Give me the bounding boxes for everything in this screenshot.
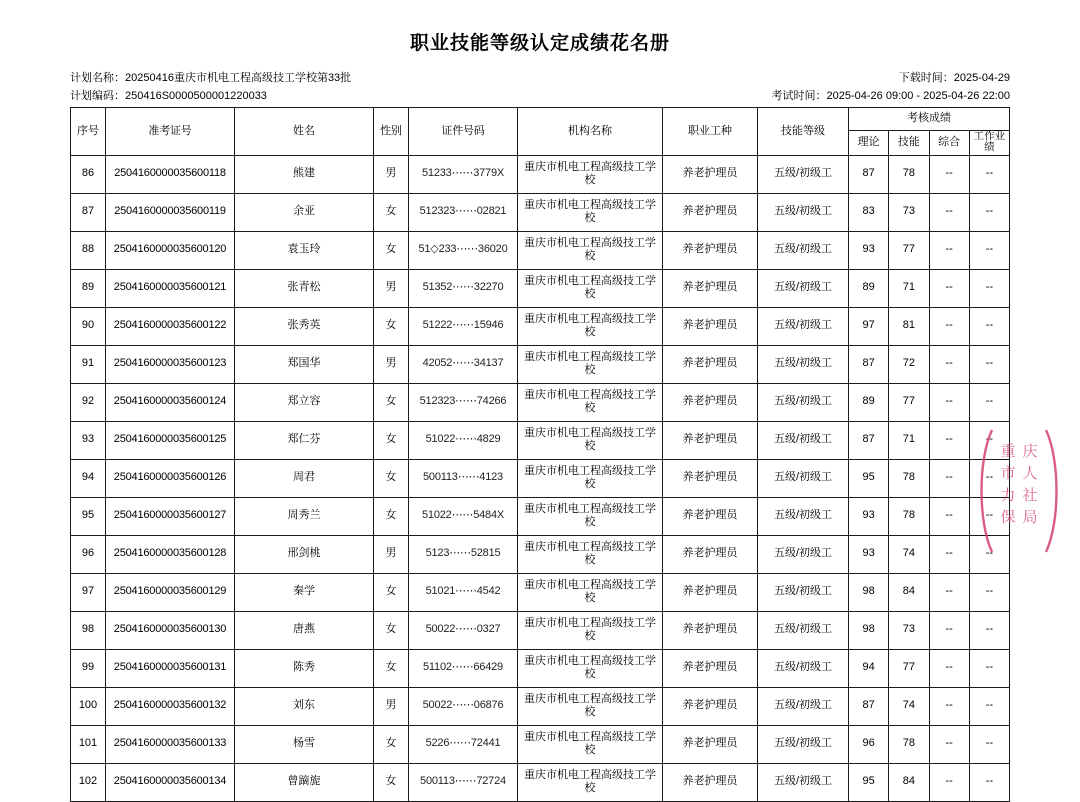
cell-theory-score: 96 <box>849 725 889 763</box>
cell-ticket: 2504160000035600119 <box>106 193 235 231</box>
svg-text:人: 人 <box>1022 466 1038 482</box>
cell-skill-score: 81 <box>889 307 929 345</box>
cell-level: 五级/初级工 <box>758 231 849 269</box>
cell-comprehensive-score: -- <box>929 687 969 725</box>
cell-seq: 102 <box>71 763 106 801</box>
cell-skill-score: 84 <box>889 763 929 801</box>
cell-name: 唐燕 <box>235 611 374 649</box>
col-header-name: 姓名 <box>235 108 374 156</box>
cell-id-number: 42052⋯⋯34137 <box>409 345 518 383</box>
document-page <box>0 28 1080 795</box>
cell-theory-score: 95 <box>849 459 889 497</box>
cell-seq: 100 <box>71 687 106 725</box>
cell-performance-score: -- <box>969 573 1009 611</box>
col-header-ticket: 准考证号 <box>106 108 235 156</box>
cell-id-number: 50022⋯⋯06876 <box>409 687 518 725</box>
cell-id-number: 51222⋯⋯15946 <box>409 307 518 345</box>
exam-time-value: 2025-04-26 09:00 - 2025-04-26 22:00 <box>826 90 1010 102</box>
cell-level: 五级/初级工 <box>758 155 849 193</box>
table-row <box>71 497 1010 535</box>
cell-seq: 95 <box>71 497 106 535</box>
cell-gender: 女 <box>374 725 409 763</box>
cell-org <box>518 345 663 383</box>
cell-performance-score: -- <box>969 307 1009 345</box>
cell-name: 邢剑桃 <box>235 535 374 573</box>
cell-ticket: 2504160000035600134 <box>106 763 235 801</box>
cell-id-number: 500113⋯⋯4123 <box>409 459 518 497</box>
cell-seq: 93 <box>71 421 106 459</box>
cell-gender: 男 <box>374 535 409 573</box>
cell-level: 五级/初级工 <box>758 345 849 383</box>
cell-comprehensive-score: -- <box>929 725 969 763</box>
table-row <box>71 573 1010 611</box>
cell-ticket: 2504160000035600122 <box>106 307 235 345</box>
cell-job: 养老护理员 <box>663 497 758 535</box>
table-row <box>71 269 1010 307</box>
cell-performance-score: -- <box>969 269 1009 307</box>
cell-skill-score: 72 <box>889 345 929 383</box>
cell-org <box>518 649 663 687</box>
col-header-job: 职业工种 <box>663 108 758 156</box>
page-title: 职业技能等级认定成绩花名册 <box>409 33 670 54</box>
cell-job: 养老护理员 <box>663 193 758 231</box>
cell-gender: 女 <box>374 307 409 345</box>
cell-level: 五级/初级工 <box>758 725 849 763</box>
cell-performance-score: -- <box>969 193 1009 231</box>
cell-gender: 男 <box>374 155 409 193</box>
cell-performance-score: -- <box>969 155 1009 193</box>
cell-theory-score: 98 <box>849 611 889 649</box>
cell-job: 养老护理员 <box>663 649 758 687</box>
cell-theory-score: 87 <box>849 155 889 193</box>
cell-skill-score: 84 <box>889 573 929 611</box>
cell-org-text: 重庆市机电工程高级技工学校 <box>524 198 656 225</box>
cell-performance-score: -- <box>969 763 1009 801</box>
cell-performance-score: -- <box>969 687 1009 725</box>
cell-name: 周君 <box>235 459 374 497</box>
col-header-level: 技能等级 <box>758 108 849 156</box>
cell-gender: 男 <box>374 345 409 383</box>
cell-ticket: 2504160000035600123 <box>106 345 235 383</box>
table-row <box>71 535 1010 573</box>
col-header-scores-group: 考核成绩 <box>849 108 1010 131</box>
cell-ticket: 2504160000035600128 <box>106 535 235 573</box>
cell-comprehensive-score: -- <box>929 231 969 269</box>
cell-skill-score: 77 <box>889 383 929 421</box>
cell-performance-score: -- <box>969 535 1009 573</box>
cell-comprehensive-score: -- <box>929 345 969 383</box>
cell-job: 养老护理员 <box>663 725 758 763</box>
cell-performance-score: -- <box>969 497 1009 535</box>
cell-name: 郑立容 <box>235 383 374 421</box>
cell-level: 五级/初级工 <box>758 611 849 649</box>
cell-org-text: 重庆市机电工程高级技工学校 <box>524 274 656 301</box>
cell-level: 五级/初级工 <box>758 687 849 725</box>
svg-text:保: 保 <box>1000 510 1016 526</box>
cell-skill-score: 74 <box>889 535 929 573</box>
cell-level: 五级/初级工 <box>758 307 849 345</box>
cell-ticket: 2504160000035600118 <box>106 155 235 193</box>
cell-comprehensive-score: -- <box>929 459 969 497</box>
cell-job: 养老护理员 <box>663 231 758 269</box>
cell-job: 养老护理员 <box>663 573 758 611</box>
cell-org <box>518 421 663 459</box>
cell-performance-score: -- <box>969 459 1009 497</box>
cell-org-text: 重庆市机电工程高级技工学校 <box>524 502 656 529</box>
cell-org <box>518 193 663 231</box>
table-body <box>71 155 1010 801</box>
cell-performance-score: -- <box>969 649 1009 687</box>
cell-theory-score: 89 <box>849 383 889 421</box>
cell-id-number: 51021⋯⋯4542 <box>409 573 518 611</box>
cell-org <box>518 763 663 801</box>
cell-theory-score: 98 <box>849 573 889 611</box>
cell-theory-score: 93 <box>849 535 889 573</box>
cell-skill-score: 71 <box>889 421 929 459</box>
cell-job: 养老护理员 <box>663 383 758 421</box>
cell-comprehensive-score: -- <box>929 611 969 649</box>
col-header-gender: 性别 <box>374 108 409 156</box>
cell-seq: 86 <box>71 155 106 193</box>
cell-gender: 女 <box>374 649 409 687</box>
col-header-id: 证件号码 <box>409 108 518 156</box>
cell-performance-score: -- <box>969 383 1009 421</box>
cell-skill-score: 73 <box>889 611 929 649</box>
cell-job: 养老护理员 <box>663 611 758 649</box>
cell-id-number: 512323⋯⋯02821 <box>409 193 518 231</box>
cell-gender: 女 <box>374 573 409 611</box>
cell-name: 熊建 <box>235 155 374 193</box>
svg-text:局: 局 <box>1022 510 1038 526</box>
table-row <box>71 649 1010 687</box>
cell-id-number: 50022⋯⋯0327 <box>409 611 518 649</box>
cell-gender: 女 <box>374 421 409 459</box>
exam-time-label: 考试时间： <box>771 90 827 102</box>
plan-name-label: 计划名称： <box>70 72 125 84</box>
cell-job: 养老护理员 <box>663 269 758 307</box>
cell-comprehensive-score: -- <box>929 383 969 421</box>
cell-theory-score: 97 <box>849 307 889 345</box>
cell-comprehensive-score: -- <box>929 535 969 573</box>
exam-time <box>772 87 1010 103</box>
table-row <box>71 193 1010 231</box>
cell-name: 张青松 <box>235 269 374 307</box>
cell-gender: 女 <box>374 383 409 421</box>
cell-level: 五级/初级工 <box>758 459 849 497</box>
cell-gender: 女 <box>374 763 409 801</box>
cell-performance-score: -- <box>969 231 1009 269</box>
cell-ticket: 2504160000035600120 <box>106 231 235 269</box>
cell-org-text: 重庆市机电工程高级技工学校 <box>524 578 656 605</box>
cell-id-number: 5123⋯⋯52815 <box>409 535 518 573</box>
plan-name-value: 20250416重庆市机电工程高级技工学校第33批 <box>125 72 352 84</box>
cell-org-text: 重庆市机电工程高级技工学校 <box>524 540 656 567</box>
cell-job: 养老护理员 <box>663 763 758 801</box>
cell-org <box>518 231 663 269</box>
cell-level: 五级/初级工 <box>758 421 849 459</box>
cell-org <box>518 573 663 611</box>
cell-name: 余亚 <box>235 193 374 231</box>
cell-gender: 男 <box>374 687 409 725</box>
cell-level: 五级/初级工 <box>758 497 849 535</box>
table-row <box>71 459 1010 497</box>
cell-level: 五级/初级工 <box>758 763 849 801</box>
cell-skill-score: 78 <box>889 497 929 535</box>
cell-org <box>518 535 663 573</box>
cell-ticket: 2504160000035600127 <box>106 497 235 535</box>
table-row <box>71 725 1010 763</box>
cell-seq: 90 <box>71 307 106 345</box>
cell-theory-score: 87 <box>849 421 889 459</box>
cell-gender: 女 <box>374 193 409 231</box>
cell-id-number: 51233⋯⋯3779X <box>409 155 518 193</box>
cell-skill-score: 77 <box>889 649 929 687</box>
cell-comprehensive-score: -- <box>929 307 969 345</box>
cell-theory-score: 95 <box>849 763 889 801</box>
roster-table <box>70 107 1010 802</box>
cell-level: 五级/初级工 <box>758 649 849 687</box>
cell-skill-score: 71 <box>889 269 929 307</box>
cell-org <box>518 383 663 421</box>
cell-ticket: 2504160000035600121 <box>106 269 235 307</box>
cell-job: 养老护理员 <box>663 345 758 383</box>
meta-row-1 <box>70 69 1010 85</box>
cell-org-text: 重庆市机电工程高级技工学校 <box>524 730 656 757</box>
col-header-performance <box>969 131 1009 156</box>
cell-id-number: 5226⋯⋯72441 <box>409 725 518 763</box>
plan-name <box>70 69 351 85</box>
cell-skill-score: 78 <box>889 725 929 763</box>
cell-gender: 女 <box>374 459 409 497</box>
cell-comprehensive-score: -- <box>929 193 969 231</box>
cell-ticket: 2504160000035600129 <box>106 573 235 611</box>
cell-comprehensive-score: -- <box>929 649 969 687</box>
cell-org-text: 重庆市机电工程高级技工学校 <box>524 768 656 795</box>
cell-org <box>518 687 663 725</box>
cell-job: 养老护理员 <box>663 459 758 497</box>
cell-theory-score: 87 <box>849 687 889 725</box>
cell-ticket: 2504160000035600126 <box>106 459 235 497</box>
cell-id-number: 51102⋯⋯66429 <box>409 649 518 687</box>
cell-org-text: 重庆市机电工程高级技工学校 <box>524 312 656 339</box>
plan-code <box>70 87 267 103</box>
cell-gender: 女 <box>374 231 409 269</box>
cell-theory-score: 94 <box>849 649 889 687</box>
cell-skill-score: 73 <box>889 193 929 231</box>
cell-name: 周秀兰 <box>235 497 374 535</box>
cell-name: 郑国华 <box>235 345 374 383</box>
table-row <box>71 763 1010 801</box>
table-row <box>71 345 1010 383</box>
cell-id-number: 51352⋯⋯32270 <box>409 269 518 307</box>
cell-seq: 97 <box>71 573 106 611</box>
cell-org-text: 重庆市机电工程高级技工学校 <box>524 616 656 643</box>
table-row <box>71 155 1010 193</box>
cell-seq: 89 <box>71 269 106 307</box>
cell-seq: 88 <box>71 231 106 269</box>
cell-seq: 87 <box>71 193 106 231</box>
cell-performance-score: -- <box>969 725 1009 763</box>
cell-skill-score: 74 <box>889 687 929 725</box>
col-header-performance-text: 工作业绩 <box>973 130 1006 154</box>
cell-name: 曾蹢旎 <box>235 763 374 801</box>
cell-org <box>518 611 663 649</box>
col-header-comprehensive: 综合 <box>929 131 969 156</box>
cell-ticket: 2504160000035600125 <box>106 421 235 459</box>
table-row <box>71 421 1010 459</box>
cell-ticket: 2504160000035600131 <box>106 649 235 687</box>
cell-skill-score: 77 <box>889 231 929 269</box>
cell-id-number: 51022⋯⋯5484X <box>409 497 518 535</box>
cell-org-text: 重庆市机电工程高级技工学校 <box>524 692 656 719</box>
svg-text:市: 市 <box>1000 466 1016 482</box>
cell-comprehensive-score: -- <box>929 763 969 801</box>
cell-name: 郑仁芬 <box>235 421 374 459</box>
col-header-theory: 理论 <box>849 131 889 156</box>
cell-ticket: 2504160000035600130 <box>106 611 235 649</box>
download-time-label: 下载时间： <box>898 72 954 84</box>
download-time <box>899 69 1010 85</box>
cell-gender: 女 <box>374 611 409 649</box>
cell-name: 陈秀 <box>235 649 374 687</box>
cell-org-text: 重庆市机电工程高级技工学校 <box>524 236 656 263</box>
plan-code-value: 250416S0000500001220033 <box>125 90 267 102</box>
cell-name: 秦学 <box>235 573 374 611</box>
cell-performance-score: -- <box>969 421 1009 459</box>
cell-comprehensive-score: -- <box>929 155 969 193</box>
cell-org-text: 重庆市机电工程高级技工学校 <box>524 388 656 415</box>
cell-org-text: 重庆市机电工程高级技工学校 <box>524 350 656 377</box>
header-row-1 <box>71 108 1010 131</box>
svg-text:社: 社 <box>1022 488 1038 504</box>
cell-gender: 男 <box>374 269 409 307</box>
cell-org <box>518 307 663 345</box>
cell-job: 养老护理员 <box>663 687 758 725</box>
cell-seq: 98 <box>71 611 106 649</box>
cell-org <box>518 155 663 193</box>
cell-id-number: 51◇233⋯⋯36020 <box>409 231 518 269</box>
cell-level: 五级/初级工 <box>758 269 849 307</box>
download-time-value: 2025-04-29 <box>953 72 1010 84</box>
cell-comprehensive-score: -- <box>929 269 969 307</box>
cell-theory-score: 93 <box>849 231 889 269</box>
meta-row-2 <box>70 87 1010 103</box>
cell-skill-score: 78 <box>889 155 929 193</box>
cell-org-text: 重庆市机电工程高级技工学校 <box>524 654 656 681</box>
table-row <box>71 687 1010 725</box>
cell-seq: 101 <box>71 725 106 763</box>
cell-org <box>518 459 663 497</box>
cell-level: 五级/初级工 <box>758 535 849 573</box>
cell-theory-score: 93 <box>849 497 889 535</box>
svg-text:力: 力 <box>1000 488 1016 504</box>
cell-id-number: 51022⋯⋯4829 <box>409 421 518 459</box>
cell-org-text: 重庆市机电工程高级技工学校 <box>524 426 656 453</box>
cell-theory-score: 83 <box>849 193 889 231</box>
cell-job: 养老护理员 <box>663 307 758 345</box>
table-row <box>71 383 1010 421</box>
col-header-seq: 序号 <box>71 108 106 156</box>
cell-org-text: 重庆市机电工程高级技工学校 <box>524 464 656 491</box>
cell-comprehensive-score: -- <box>929 421 969 459</box>
cell-level: 五级/初级工 <box>758 383 849 421</box>
cell-org <box>518 269 663 307</box>
cell-level: 五级/初级工 <box>758 573 849 611</box>
cell-name: 杨雪 <box>235 725 374 763</box>
cell-seq: 92 <box>71 383 106 421</box>
cell-comprehensive-score: -- <box>929 497 969 535</box>
cell-seq: 94 <box>71 459 106 497</box>
cell-ticket: 2504160000035600124 <box>106 383 235 421</box>
cell-seq: 99 <box>71 649 106 687</box>
cell-name: 袁玉玲 <box>235 231 374 269</box>
cell-job: 养老护理员 <box>663 421 758 459</box>
table-head <box>71 108 1010 156</box>
col-header-skill: 技能 <box>889 131 929 156</box>
cell-id-number: 500113⋯⋯72724 <box>409 763 518 801</box>
col-header-org: 机构名称 <box>518 108 663 156</box>
table-row <box>71 231 1010 269</box>
cell-theory-score: 89 <box>849 269 889 307</box>
cell-org <box>518 725 663 763</box>
table-row <box>71 611 1010 649</box>
cell-level: 五级/初级工 <box>758 193 849 231</box>
cell-name: 张秀英 <box>235 307 374 345</box>
cell-job: 养老护理员 <box>663 155 758 193</box>
cell-seq: 91 <box>71 345 106 383</box>
svg-text:庆: 庆 <box>1022 444 1038 460</box>
table-row <box>71 307 1010 345</box>
cell-org-text: 重庆市机电工程高级技工学校 <box>524 160 656 187</box>
cell-ticket: 2504160000035600132 <box>106 687 235 725</box>
cell-gender: 女 <box>374 497 409 535</box>
cell-performance-score: -- <box>969 345 1009 383</box>
cell-org <box>518 497 663 535</box>
plan-code-label: 计划编码： <box>70 90 125 102</box>
cell-job: 养老护理员 <box>663 535 758 573</box>
cell-skill-score: 78 <box>889 459 929 497</box>
cell-theory-score: 87 <box>849 345 889 383</box>
cell-comprehensive-score: -- <box>929 573 969 611</box>
cell-performance-score: -- <box>969 611 1009 649</box>
cell-seq: 96 <box>71 535 106 573</box>
svg-text:重: 重 <box>1000 444 1016 460</box>
cell-id-number: 512323⋯⋯74266 <box>409 383 518 421</box>
cell-name: 刘东 <box>235 687 374 725</box>
cell-ticket: 2504160000035600133 <box>106 725 235 763</box>
